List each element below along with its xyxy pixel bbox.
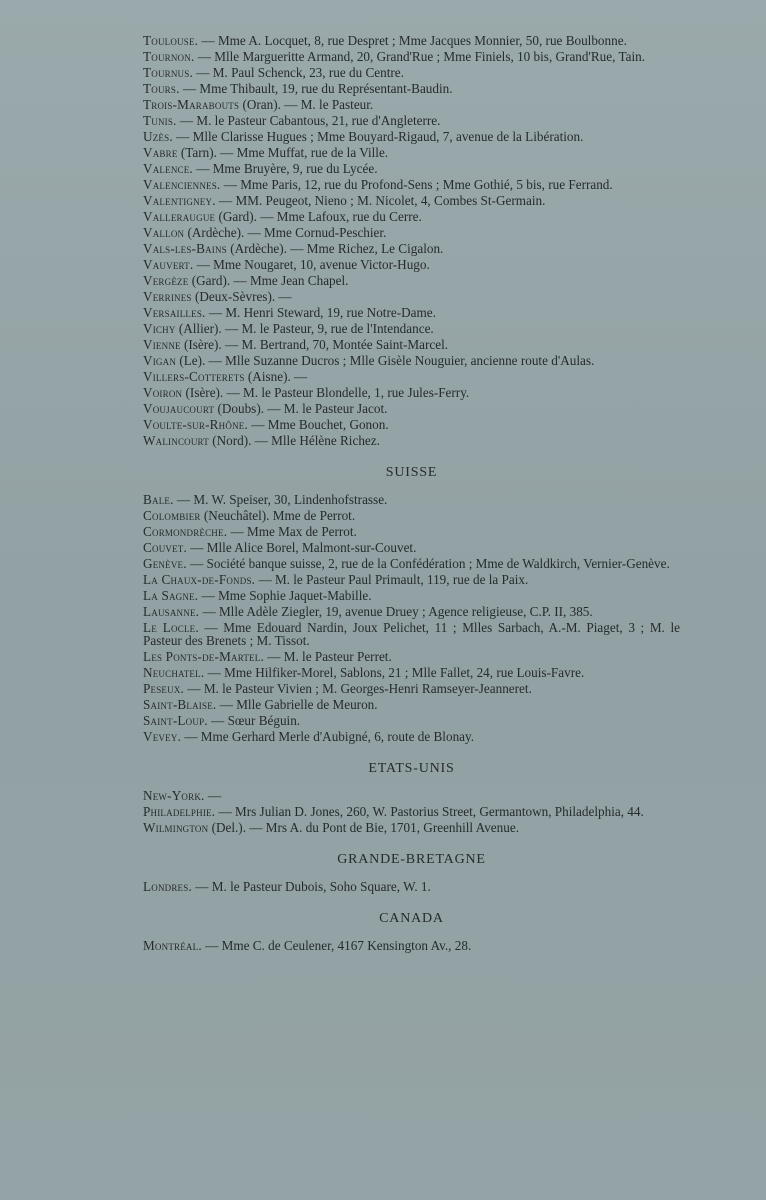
entry-text: — M. le Pasteur Dubois, Soho Square, W. 1. xyxy=(195,879,431,894)
place-name: Vevey. xyxy=(143,729,182,744)
entry-text: — M. Paul Schenck, 23, rue du Centre. xyxy=(196,65,404,80)
directory-entry xyxy=(143,939,680,952)
directory-entry xyxy=(143,789,680,802)
entry-text: — Sœur Béguin. xyxy=(211,713,301,728)
directory-entry xyxy=(143,509,680,522)
directory-entry xyxy=(143,386,680,399)
place-name: La Chaux-de-Fonds. xyxy=(143,572,256,587)
place-name: Voulte-sur-Rhône. xyxy=(143,417,248,432)
place-name: Toulouse. xyxy=(143,33,199,48)
place-name: Colombier xyxy=(143,508,201,523)
entry-text: — M. le Pasteur Vivien ; M. Georges-Henri Ramseyer-Jeanneret. xyxy=(187,681,532,696)
place-name: Vichy xyxy=(143,321,176,336)
directory-entry xyxy=(143,666,680,679)
entry-text: — Mme Max de Perrot. xyxy=(230,524,357,539)
entry-text: — MM. Peugeot, Nieno ; M. Nicolet, 4, Combes St-Germain. xyxy=(219,193,546,208)
place-name: Saint-Blaise. xyxy=(143,697,217,712)
directory-entry xyxy=(143,290,680,303)
entry-text: — Mme Edouard Nardin, Joux Pelichet, 11 ; Mlles Sarbach, A.-M. Piaget, 3 ; M. le Pasteur des Brenets ; M. Tissot. xyxy=(143,620,681,648)
entry-text: (Del.). — Mrs A. du Pont de Bie, 1701, Greenhill Avenue. xyxy=(211,820,519,835)
place-name: Philadelphie. xyxy=(143,804,216,819)
entry-text: — Mme Thibault, 19, rue du Représentant-Baudin. xyxy=(182,81,453,96)
directory-entry xyxy=(143,525,680,538)
place-name: Valentigney. xyxy=(143,193,216,208)
entry-text: — Mlle Clarisse Hugues ; Mme Bouyard-Rigaud, 7, avenue de la Libération. xyxy=(176,129,584,144)
entry-text: — Société banque suisse, 2, rue de la Confédération ; Mme de Waldkirch, Vernier-Genève. xyxy=(190,556,670,571)
entry-text: — Mme Nougaret, 10, avenue Victor-Hugo. xyxy=(196,257,430,272)
directory-entry xyxy=(143,621,680,647)
entry-text: (Nord). — Mlle Hélène Richez. xyxy=(212,433,380,448)
directory-entry xyxy=(143,714,680,727)
directory-entry xyxy=(143,541,680,554)
directory-entry xyxy=(143,880,680,893)
directory-entry xyxy=(143,114,680,127)
entry-text: (Neuchâtel). Mme de Perrot. xyxy=(203,508,356,523)
place-name: Cormondrèche. xyxy=(143,524,228,539)
directory-entry xyxy=(143,418,680,431)
entry-text: — Mme Paris, 12, rue du Profond-Sens ; Mme Gothié, 5 bis, rue Ferrand. xyxy=(223,177,613,192)
place-name: Wilmington xyxy=(143,820,209,835)
entry-text: — Mlle Adèle Ziegler, 19, avenue Druey ; Agence religieuse, C.P. II, 385. xyxy=(202,604,593,619)
directory-entry xyxy=(143,130,680,143)
place-name: Saint-Loup. xyxy=(143,713,208,728)
place-name: Vauvert. xyxy=(143,257,194,272)
directory-entry xyxy=(143,354,680,367)
place-name: Voiron xyxy=(143,385,183,400)
directory-entry xyxy=(143,82,680,95)
directory-entry xyxy=(143,146,680,159)
directory-entry xyxy=(143,402,680,415)
place-name: Bale. xyxy=(143,492,174,507)
directory-entry xyxy=(143,274,680,287)
section xyxy=(143,465,680,743)
entry-text: (Doubs). — M. le Pasteur Jacot. xyxy=(217,401,388,416)
entry-text: — Mme Bruyère, 9, rue du Lycée. xyxy=(196,161,378,176)
place-name: Vergèze xyxy=(143,273,189,288)
entry-text: (Allier). — M. le Pasteur, 9, rue de l'Intendance. xyxy=(178,321,434,336)
place-name: New-York. xyxy=(143,788,205,803)
entry-text: — Mme Sophie Jaquet-Mabille. xyxy=(201,588,372,603)
directory-entry xyxy=(143,226,680,239)
entry-text: (Gard). — Mme Jean Chapel. xyxy=(191,273,349,288)
entry-text: — M. le Pasteur Cabantous, 21, rue d'Angleterre. xyxy=(179,113,441,128)
entry-text: (Isère). — M. Bertrand, 70, Montée Saint-Marcel. xyxy=(184,337,449,352)
section xyxy=(143,761,680,834)
place-name: Montréal. xyxy=(143,938,202,953)
directory-entry xyxy=(143,194,680,207)
entry-text: (Le). — Mlle Suzanne Ducros ; Mlle Gisèle Nouguier, ancienne route d'Aulas. xyxy=(179,353,595,368)
place-name: Uzès. xyxy=(143,129,173,144)
entry-text: — Mme Gerhard Merle d'Aubigné, 6, route de Blonay. xyxy=(184,729,475,744)
directory-entry xyxy=(143,434,680,447)
entry-text: (Gard). — Mme Lafoux, rue du Cerre. xyxy=(218,209,422,224)
directory-entry xyxy=(143,682,680,695)
entry-text: — Mlle Gabrielle de Meuron. xyxy=(219,697,378,712)
directory-entry xyxy=(143,306,680,319)
directory-entry xyxy=(143,66,680,79)
place-name: Couvet. xyxy=(143,540,187,555)
place-name: Vigan xyxy=(143,353,177,368)
place-name: Valenciennes. xyxy=(143,177,221,192)
directory-entry xyxy=(143,605,680,618)
directory-entry xyxy=(143,698,680,711)
entry-text: — Mme Hilfiker-Morel, Sablons, 21 ; Mlle Fallet, 24, rue Louis-Favre. xyxy=(207,665,585,680)
entry-text: (Aisne). — xyxy=(247,369,308,384)
entry-text: — M. Henri Steward, 19, rue Notre-Dame. xyxy=(208,305,436,320)
place-name: La Sagne. xyxy=(143,588,199,603)
directory-entry xyxy=(143,210,680,223)
entry-text: — M. W. Speiser, 30, Lindenhofstrasse. xyxy=(176,492,388,507)
directory-entry xyxy=(143,573,680,586)
place-name: Walincourt xyxy=(143,433,209,448)
directory-entry xyxy=(143,557,680,570)
place-name: Tunis. xyxy=(143,113,177,128)
directory-entry xyxy=(143,322,680,335)
entry-text: — M. le Pasteur Paul Primault, 119, rue de la Paix. xyxy=(258,572,529,587)
directory-entry xyxy=(143,178,680,191)
directory-entry xyxy=(143,370,680,383)
section xyxy=(143,911,680,952)
entry-text: — Mme A. Locquet, 8, rue Despret ; Mme Jacques Monnier, 50, rue Boulbonne. xyxy=(201,33,627,48)
entry-text: (Deux-Sèvres). — xyxy=(194,289,292,304)
section-heading: CANADA xyxy=(379,911,444,926)
directory-entry xyxy=(143,98,680,111)
place-name: Vallon xyxy=(143,225,185,240)
place-name: Londres. xyxy=(143,879,192,894)
place-name: Versailles. xyxy=(143,305,206,320)
section xyxy=(143,34,680,447)
directory-entry xyxy=(143,650,680,663)
entry-text: — Mrs Julian D. Jones, 260, W. Pastorius Street, Germantown, Philadelphia, 44. xyxy=(218,804,644,819)
place-name: Voujaucourt xyxy=(143,401,215,416)
directory-entry xyxy=(143,589,680,602)
section xyxy=(143,852,680,893)
section-heading: ETATS-UNIS xyxy=(368,761,455,776)
place-name: Genève. xyxy=(143,556,187,571)
place-name: Tournus. xyxy=(143,65,193,80)
place-name: Valence. xyxy=(143,161,193,176)
section-heading: GRANDE-BRETAGNE xyxy=(337,852,486,867)
directory-entry xyxy=(143,34,680,47)
place-name: Le Locle. xyxy=(143,620,199,635)
directory-entry xyxy=(143,258,680,271)
entry-text: (Ardèche). — Mme Richez, Le Cigalon. xyxy=(230,241,444,256)
directory-entry xyxy=(143,50,680,63)
place-name: Lausanne. xyxy=(143,604,200,619)
directory-entry xyxy=(143,805,680,818)
directory-entry xyxy=(143,493,680,506)
place-name: Vals-les-Bains xyxy=(143,241,227,256)
entry-text: — Mme C. de Ceulener, 4167 Kensington Av., 28. xyxy=(205,938,472,953)
place-name: Verrines xyxy=(143,289,192,304)
entry-text: — Mlle Alice Borel, Malmont-sur-Couvet. xyxy=(190,540,417,555)
entry-text: (Oran). — M. le Pasteur. xyxy=(242,97,374,112)
place-name: Valleraugue xyxy=(143,209,216,224)
address-list xyxy=(143,34,680,955)
place-name: Neuchatel. xyxy=(143,665,205,680)
place-name: Tours. xyxy=(143,81,180,96)
place-name: Peseux. xyxy=(143,681,185,696)
place-name: Tournon. xyxy=(143,49,195,64)
entry-text: — M. le Pasteur Perret. xyxy=(267,649,392,664)
place-name: Vienne xyxy=(143,337,181,352)
entry-text: — xyxy=(207,788,222,803)
place-name: Trois-Marabouts xyxy=(143,97,240,112)
directory-entry xyxy=(143,162,680,175)
entry-text: (Ardèche). — Mme Cornud-Peschier. xyxy=(187,225,387,240)
directory-entry xyxy=(143,242,680,255)
directory-entry xyxy=(143,821,680,834)
place-name: Villers-Cotterets xyxy=(143,369,245,384)
place-name: Vabre xyxy=(143,145,178,160)
entry-text: — Mme Bouchet, Gonon. xyxy=(251,417,389,432)
entry-text: (Tarn). — Mme Muffat, rue de la Ville. xyxy=(180,145,389,160)
directory-entry xyxy=(143,338,680,351)
section-heading: SUISSE xyxy=(385,465,438,480)
place-name: Les Ponts-de-Martel. xyxy=(143,649,264,664)
entry-text: (Isère). — M. le Pasteur Blondelle, 1, rue Jules-Ferry. xyxy=(185,385,470,400)
entry-text: — Mlle Margueritte Armand, 20, Grand'Rue ; Mme Finiels, 10 bis, Grand'Rue, Tain. xyxy=(197,49,646,64)
directory-entry xyxy=(143,730,680,743)
